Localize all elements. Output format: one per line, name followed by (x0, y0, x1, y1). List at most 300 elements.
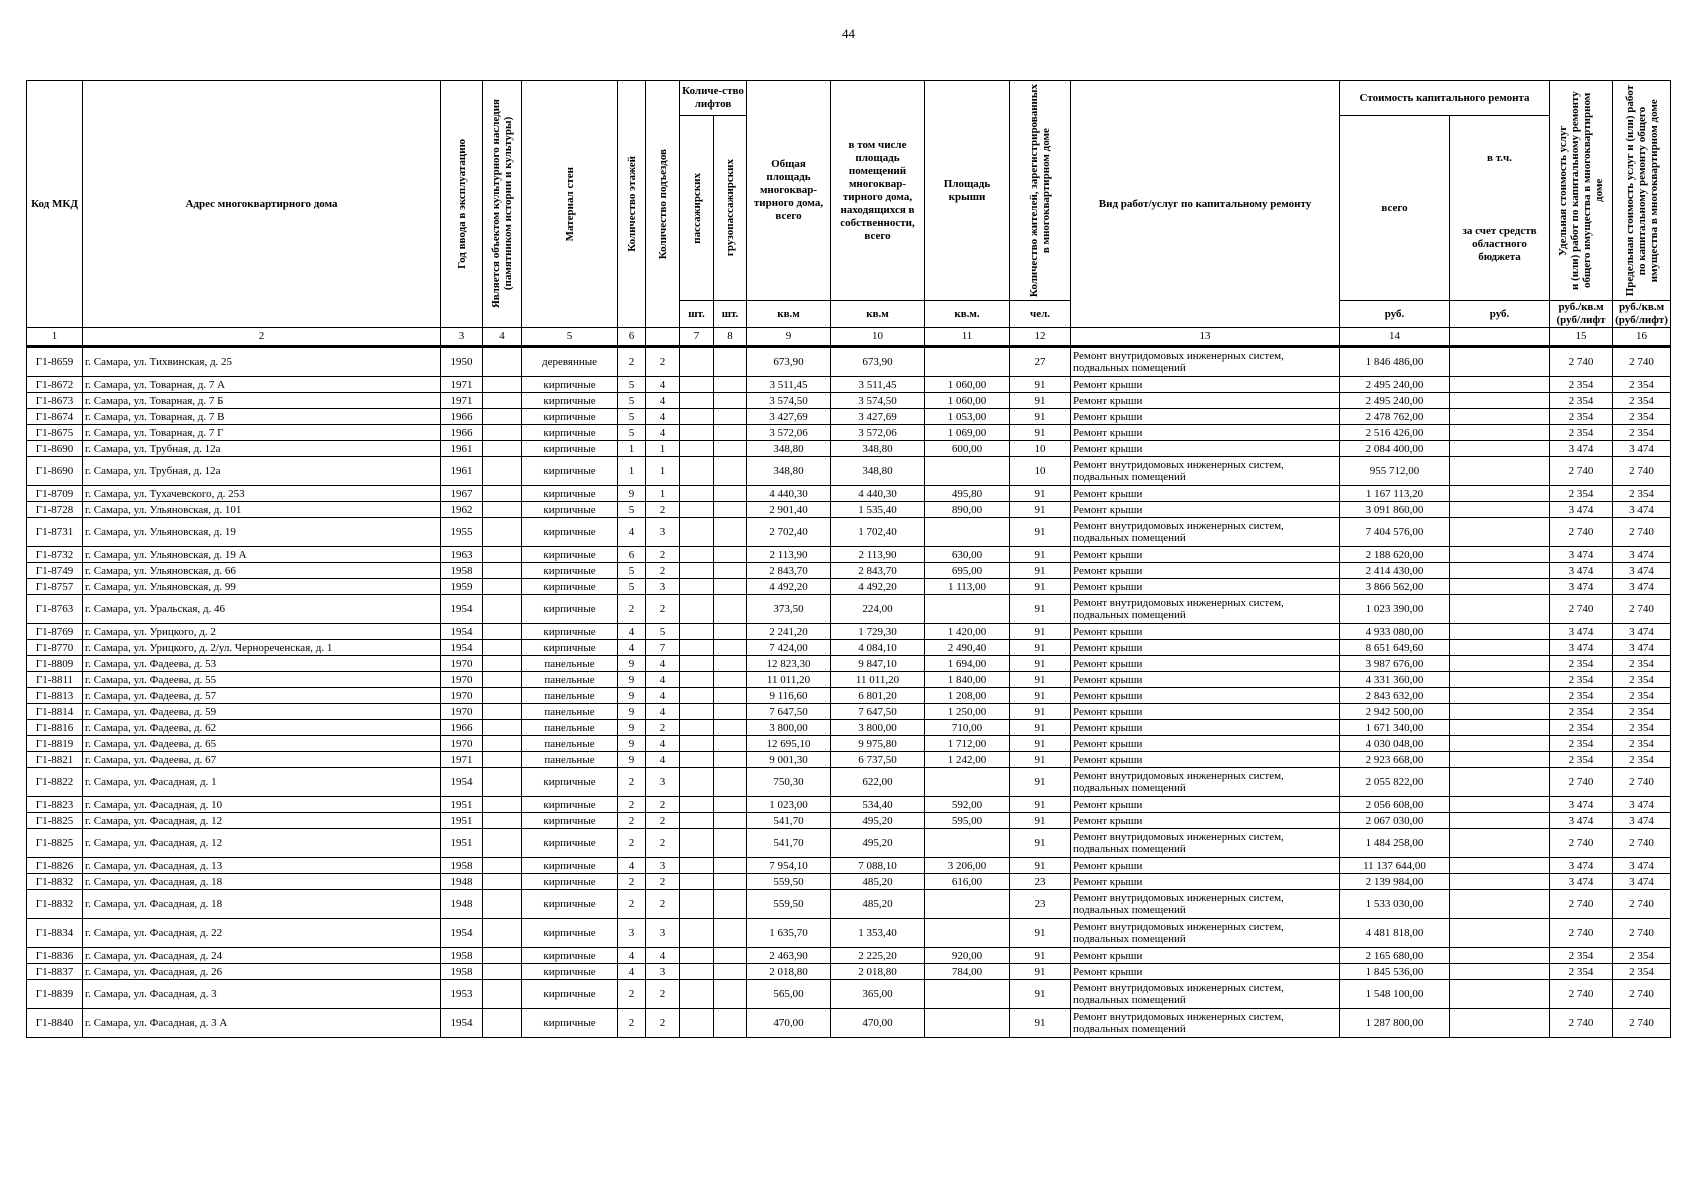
cell-owned-area: 9 975,80 (831, 736, 925, 752)
column-number: 14 (1340, 328, 1450, 347)
cell-heritage (483, 486, 522, 502)
cell-entrances: 3 (646, 768, 680, 797)
cell-lifts-cargo (714, 409, 747, 425)
column-number: 6 (618, 328, 646, 347)
cell-floors: 1 (618, 457, 646, 486)
cell-work-type: Ремонт крыши (1071, 409, 1340, 425)
cell-residents: 91 (1010, 752, 1071, 768)
capital-repair-table (26, 80, 1671, 1038)
table-row (27, 393, 1671, 409)
cell-heritage (483, 797, 522, 813)
table-row (27, 518, 1671, 547)
cell-address: г. Самара, ул. Фасадная, д. 3 (83, 980, 441, 1009)
cell-cost-regional (1450, 457, 1550, 486)
cell-heritage (483, 948, 522, 964)
cell-entrances: 4 (646, 672, 680, 688)
cell-cost-total: 1 671 340,00 (1340, 720, 1450, 736)
cell-entrances: 4 (646, 688, 680, 704)
cell-entrances: 4 (646, 704, 680, 720)
cell-heritage (483, 457, 522, 486)
cell-owned-area: 6 737,50 (831, 752, 925, 768)
column-number: 11 (925, 328, 1010, 347)
cell-work-type: Ремонт крыши (1071, 624, 1340, 640)
header-cost-regional (1450, 116, 1550, 301)
cell-heritage (483, 347, 522, 377)
cell-unit-cost: 2 354 (1550, 752, 1613, 768)
column-number (1450, 328, 1550, 347)
cell-lifts-passenger (680, 858, 714, 874)
cell-residents: 91 (1010, 425, 1071, 441)
cell-address: г. Самара, ул. Фадеева, д. 57 (83, 688, 441, 704)
cell-wall-material: кирпичные (522, 486, 618, 502)
table-row (27, 547, 1671, 563)
cell-roof-area: 784,00 (925, 964, 1010, 980)
cell-entrances: 2 (646, 595, 680, 624)
cell-wall-material: кирпичные (522, 829, 618, 858)
cell-entrances: 4 (646, 656, 680, 672)
cell-address: г. Самара, ул. Фадеева, д. 62 (83, 720, 441, 736)
cell-roof-area (925, 1009, 1010, 1038)
cell-code: Г1-8757 (27, 579, 83, 595)
header-residents-text: Количество жителей, зарегистрированных в многоквартирном доме (1028, 83, 1052, 298)
cell-address: г. Самара, ул. Тухачевского, д. 253 (83, 486, 441, 502)
cell-lifts-cargo (714, 656, 747, 672)
cell-heritage (483, 656, 522, 672)
cell-cost-total: 955 712,00 (1340, 457, 1450, 486)
cell-residents: 91 (1010, 1009, 1071, 1038)
cell-code: Г1-8673 (27, 393, 83, 409)
cell-lifts-cargo (714, 624, 747, 640)
cell-year: 1954 (441, 1009, 483, 1038)
cell-unit-cost: 2 740 (1550, 919, 1613, 948)
cell-address: г. Самара, ул. Фасадная, д. 18 (83, 890, 441, 919)
cell-wall-material: кирпичные (522, 377, 618, 393)
cell-limit-cost: 3 474 (1613, 858, 1671, 874)
cell-residents: 91 (1010, 672, 1071, 688)
cell-roof-area: 1 060,00 (925, 393, 1010, 409)
cell-roof-area (925, 457, 1010, 486)
cell-residents: 91 (1010, 502, 1071, 518)
table-row (27, 813, 1671, 829)
cell-wall-material: деревянные (522, 347, 618, 377)
cell-cost-regional (1450, 720, 1550, 736)
cell-code: Г1-8674 (27, 409, 83, 425)
cell-code: Г1-8690 (27, 457, 83, 486)
cell-lifts-passenger (680, 720, 714, 736)
cell-unit-cost: 2 354 (1550, 736, 1613, 752)
cell-lifts-cargo (714, 752, 747, 768)
unit-sqm-total: кв.м (747, 301, 831, 328)
cell-entrances: 4 (646, 377, 680, 393)
cell-wall-material: кирпичные (522, 980, 618, 1009)
cell-total-area: 2 463,90 (747, 948, 831, 964)
column-number: 4 (483, 328, 522, 347)
cell-entrances: 2 (646, 980, 680, 1009)
cell-lifts-passenger (680, 409, 714, 425)
cell-total-area: 673,90 (747, 347, 831, 377)
cell-cost-regional (1450, 672, 1550, 688)
cell-owned-area: 9 847,10 (831, 656, 925, 672)
cell-roof-area (925, 347, 1010, 377)
cell-roof-area (925, 518, 1010, 547)
cell-roof-area: 630,00 (925, 547, 1010, 563)
cell-year: 1953 (441, 980, 483, 1009)
cell-work-type: Ремонт крыши (1071, 425, 1340, 441)
cell-year: 1961 (441, 441, 483, 457)
cell-total-area: 2 901,40 (747, 502, 831, 518)
cell-owned-area: 1 729,30 (831, 624, 925, 640)
cell-limit-cost: 3 474 (1613, 813, 1671, 829)
cell-wall-material: кирпичные (522, 457, 618, 486)
cell-lifts-passenger (680, 768, 714, 797)
cell-code: Г1-8814 (27, 704, 83, 720)
cell-owned-area: 495,20 (831, 813, 925, 829)
table-row (27, 858, 1671, 874)
cell-owned-area: 2 113,90 (831, 547, 925, 563)
cell-cost-total: 2 942 500,00 (1340, 704, 1450, 720)
table-row (27, 768, 1671, 797)
cell-roof-area: 1 060,00 (925, 377, 1010, 393)
cell-floors: 2 (618, 874, 646, 890)
header-cost-regional-text: за счет средств областного бюджета (1462, 225, 1537, 263)
cell-code: Г1-8675 (27, 425, 83, 441)
cell-lifts-passenger (680, 502, 714, 518)
cell-limit-cost: 3 474 (1613, 640, 1671, 656)
table-row (27, 688, 1671, 704)
table-row (27, 752, 1671, 768)
cell-code: Г1-8732 (27, 547, 83, 563)
cell-total-area: 348,80 (747, 441, 831, 457)
cell-address: г. Самара, ул. Фадеева, д. 59 (83, 704, 441, 720)
cell-heritage (483, 579, 522, 595)
cell-lifts-cargo (714, 1009, 747, 1038)
cell-code: Г1-8769 (27, 624, 83, 640)
cell-year: 1958 (441, 948, 483, 964)
cell-entrances: 5 (646, 624, 680, 640)
cell-lifts-passenger (680, 547, 714, 563)
cell-wall-material: панельные (522, 688, 618, 704)
cell-address: г. Самара, ул. Фасадная, д. 12 (83, 813, 441, 829)
cell-year: 1970 (441, 704, 483, 720)
cell-limit-cost: 2 740 (1613, 768, 1671, 797)
cell-lifts-passenger (680, 688, 714, 704)
cell-residents: 27 (1010, 347, 1071, 377)
unit-rub-regional: руб. (1450, 301, 1550, 328)
cell-cost-total: 2 843 632,00 (1340, 688, 1450, 704)
cell-lifts-cargo (714, 502, 747, 518)
cell-limit-cost: 2 354 (1613, 948, 1671, 964)
cell-roof-area: 1 113,00 (925, 579, 1010, 595)
cell-total-area: 2 843,70 (747, 563, 831, 579)
cell-address: г. Самара, ул. Ульяновская, д. 19 А (83, 547, 441, 563)
cell-unit-cost: 3 474 (1550, 579, 1613, 595)
cell-total-area: 3 574,50 (747, 393, 831, 409)
cell-roof-area (925, 829, 1010, 858)
cell-heritage (483, 502, 522, 518)
cell-total-area: 3 800,00 (747, 720, 831, 736)
cell-limit-cost: 2 740 (1613, 595, 1671, 624)
cell-unit-cost: 2 354 (1550, 393, 1613, 409)
header-year-text: Год ввода в эксплуатацию (455, 139, 468, 269)
cell-lifts-passenger (680, 752, 714, 768)
cell-roof-area: 616,00 (925, 874, 1010, 890)
column-number: 1 (27, 328, 83, 347)
cell-lifts-passenger (680, 948, 714, 964)
cell-year: 1963 (441, 547, 483, 563)
cell-unit-cost: 2 740 (1550, 1009, 1613, 1038)
cell-lifts-passenger (680, 563, 714, 579)
cell-limit-cost: 2 354 (1613, 377, 1671, 393)
cell-roof-area (925, 768, 1010, 797)
cell-work-type: Ремонт крыши (1071, 393, 1340, 409)
cell-year: 1970 (441, 736, 483, 752)
cell-code: Г1-8832 (27, 874, 83, 890)
cell-heritage (483, 829, 522, 858)
cell-heritage (483, 425, 522, 441)
cell-lifts-cargo (714, 688, 747, 704)
cell-wall-material: кирпичные (522, 563, 618, 579)
cell-cost-regional (1450, 813, 1550, 829)
column-number (646, 328, 680, 347)
cell-floors: 9 (618, 486, 646, 502)
cell-year: 1966 (441, 425, 483, 441)
cell-cost-total: 1 167 113,20 (1340, 486, 1450, 502)
cell-lifts-cargo (714, 595, 747, 624)
cell-lifts-passenger (680, 579, 714, 595)
cell-floors: 4 (618, 858, 646, 874)
cell-code: Г1-8837 (27, 964, 83, 980)
cell-lifts-cargo (714, 425, 747, 441)
cell-work-type: Ремонт внутридомовых инженерных систем, подвальных помещений (1071, 890, 1340, 919)
cell-wall-material: кирпичные (522, 425, 618, 441)
header-entrances-text: Количество подъездов (656, 148, 669, 260)
cell-entrances: 7 (646, 640, 680, 656)
cell-work-type: Ремонт крыши (1071, 656, 1340, 672)
cell-wall-material: кирпичные (522, 890, 618, 919)
cell-limit-cost: 2 354 (1613, 425, 1671, 441)
cell-residents: 91 (1010, 768, 1071, 797)
cell-lifts-cargo (714, 964, 747, 980)
cell-heritage (483, 1009, 522, 1038)
cell-year: 1970 (441, 672, 483, 688)
cell-floors: 5 (618, 377, 646, 393)
cell-heritage (483, 919, 522, 948)
cell-cost-regional (1450, 656, 1550, 672)
cell-cost-regional (1450, 688, 1550, 704)
cell-owned-area: 3 800,00 (831, 720, 925, 736)
cell-cost-total: 1 846 486,00 (1340, 347, 1450, 377)
cell-unit-cost: 2 740 (1550, 595, 1613, 624)
cell-code: Г1-8690 (27, 441, 83, 457)
cell-owned-area: 4 492,20 (831, 579, 925, 595)
cell-lifts-passenger (680, 486, 714, 502)
cell-owned-area: 3 511,45 (831, 377, 925, 393)
cell-wall-material: кирпичные (522, 919, 618, 948)
cell-year: 1967 (441, 486, 483, 502)
cell-residents: 91 (1010, 736, 1071, 752)
cell-entrances: 1 (646, 457, 680, 486)
cell-cost-regional (1450, 502, 1550, 518)
cell-year: 1948 (441, 890, 483, 919)
cell-year: 1954 (441, 768, 483, 797)
cell-lifts-cargo (714, 486, 747, 502)
cell-entrances: 2 (646, 720, 680, 736)
cell-residents: 91 (1010, 948, 1071, 964)
cell-floors: 2 (618, 890, 646, 919)
cell-address: г. Самара, ул. Фадеева, д. 65 (83, 736, 441, 752)
cell-work-type: Ремонт крыши (1071, 736, 1340, 752)
header-wall-text: Материал стен (563, 166, 576, 242)
cell-heritage (483, 980, 522, 1009)
cell-unit-cost: 3 474 (1550, 797, 1613, 813)
cell-heritage (483, 518, 522, 547)
cell-cost-total: 2 478 762,00 (1340, 409, 1450, 425)
table-row (27, 948, 1671, 964)
cell-work-type: Ремонт крыши (1071, 640, 1340, 656)
cell-unit-cost: 3 474 (1550, 563, 1613, 579)
cell-address: г. Самара, ул. Фасадная, д. 3 А (83, 1009, 441, 1038)
cell-heritage (483, 624, 522, 640)
cell-floors: 9 (618, 704, 646, 720)
cell-floors: 9 (618, 720, 646, 736)
cell-cost-total: 3 091 860,00 (1340, 502, 1450, 518)
cell-work-type: Ремонт внутридомовых инженерных систем, подвальных помещений (1071, 919, 1340, 948)
cell-heritage (483, 672, 522, 688)
cell-cost-total: 2 056 608,00 (1340, 797, 1450, 813)
cell-limit-cost: 2 740 (1613, 919, 1671, 948)
cell-residents: 91 (1010, 656, 1071, 672)
cell-work-type: Ремонт внутридомовых инженерных систем, подвальных помещений (1071, 595, 1340, 624)
cell-total-area: 11 011,20 (747, 672, 831, 688)
cell-address: г. Самара, ул. Фасадная, д. 22 (83, 919, 441, 948)
cell-entrances: 2 (646, 502, 680, 518)
cell-cost-total: 2 495 240,00 (1340, 393, 1450, 409)
cell-cost-total: 2 165 680,00 (1340, 948, 1450, 964)
cell-cost-total: 4 030 048,00 (1340, 736, 1450, 752)
cell-floors: 5 (618, 563, 646, 579)
cell-wall-material: панельные (522, 656, 618, 672)
cell-residents: 23 (1010, 890, 1071, 919)
column-number: 9 (747, 328, 831, 347)
cell-cost-regional (1450, 919, 1550, 948)
cell-entrances: 1 (646, 486, 680, 502)
cell-lifts-cargo (714, 457, 747, 486)
cell-entrances: 2 (646, 347, 680, 377)
cell-owned-area: 485,20 (831, 890, 925, 919)
cell-floors: 5 (618, 393, 646, 409)
cell-cost-total: 2 084 400,00 (1340, 441, 1450, 457)
cell-wall-material: кирпичные (522, 624, 618, 640)
table-row (27, 563, 1671, 579)
cell-lifts-passenger (680, 457, 714, 486)
cell-heritage (483, 704, 522, 720)
cell-lifts-passenger (680, 425, 714, 441)
cell-code: Г1-8813 (27, 688, 83, 704)
cell-lifts-passenger (680, 704, 714, 720)
cell-entrances: 3 (646, 919, 680, 948)
table-row (27, 457, 1671, 486)
cell-cost-total: 4 933 080,00 (1340, 624, 1450, 640)
cell-heritage (483, 964, 522, 980)
cell-lifts-passenger (680, 393, 714, 409)
cell-total-area: 373,50 (747, 595, 831, 624)
table-row (27, 1009, 1671, 1038)
cell-residents: 91 (1010, 797, 1071, 813)
cell-entrances: 4 (646, 425, 680, 441)
table-row (27, 704, 1671, 720)
cell-work-type: Ремонт крыши (1071, 948, 1340, 964)
cell-address: г. Самара, ул. Уральская, д. 46 (83, 595, 441, 624)
cell-floors: 3 (618, 919, 646, 948)
cell-roof-area: 1 208,00 (925, 688, 1010, 704)
cell-roof-area: 495,80 (925, 486, 1010, 502)
header-total-area: Общая площадь многоквар-тирного дома, всего (747, 81, 831, 301)
cell-cost-total: 11 137 644,00 (1340, 858, 1450, 874)
cell-residents: 91 (1010, 518, 1071, 547)
cell-work-type: Ремонт крыши (1071, 441, 1340, 457)
cell-limit-cost: 2 740 (1613, 1009, 1671, 1038)
cell-entrances: 2 (646, 563, 680, 579)
cell-unit-cost: 3 474 (1550, 874, 1613, 890)
cell-cost-total: 1 533 030,00 (1340, 890, 1450, 919)
cell-heritage (483, 720, 522, 736)
unit-sqm-owned: кв.м (831, 301, 925, 328)
header-unit-cost (1550, 81, 1613, 301)
cell-floors: 2 (618, 813, 646, 829)
cell-unit-cost: 3 474 (1550, 813, 1613, 829)
cell-limit-cost: 2 354 (1613, 393, 1671, 409)
cell-cost-regional (1450, 874, 1550, 890)
cell-cost-regional (1450, 768, 1550, 797)
cell-year: 1958 (441, 964, 483, 980)
cell-lifts-cargo (714, 579, 747, 595)
cell-wall-material: кирпичные (522, 640, 618, 656)
cell-lifts-passenger (680, 672, 714, 688)
cell-lifts-cargo (714, 813, 747, 829)
cell-lifts-passenger (680, 518, 714, 547)
cell-total-area: 7 647,50 (747, 704, 831, 720)
unit-pcs-cargo: шт. (714, 301, 747, 328)
cell-code: Г1-8728 (27, 502, 83, 518)
table-row (27, 595, 1671, 624)
cell-roof-area: 592,00 (925, 797, 1010, 813)
cell-unit-cost: 2 354 (1550, 656, 1613, 672)
cell-year: 1966 (441, 720, 483, 736)
cell-residents: 23 (1010, 874, 1071, 890)
cell-floors: 4 (618, 948, 646, 964)
cell-limit-cost: 2 740 (1613, 347, 1671, 377)
cell-lifts-cargo (714, 347, 747, 377)
cell-limit-cost: 2 740 (1613, 980, 1671, 1009)
cell-floors: 1 (618, 441, 646, 457)
cell-residents: 91 (1010, 624, 1071, 640)
cell-cost-regional (1450, 486, 1550, 502)
cell-residents: 91 (1010, 964, 1071, 980)
cell-lifts-passenger (680, 656, 714, 672)
table-body (27, 347, 1671, 1038)
cell-work-type: Ремонт крыши (1071, 720, 1340, 736)
cell-limit-cost: 2 354 (1613, 752, 1671, 768)
cell-floors: 9 (618, 656, 646, 672)
cell-heritage (483, 393, 522, 409)
cell-floors: 2 (618, 797, 646, 813)
table-row (27, 640, 1671, 656)
cell-wall-material: кирпичные (522, 948, 618, 964)
cell-limit-cost: 2 354 (1613, 720, 1671, 736)
cell-entrances: 2 (646, 1009, 680, 1038)
cell-residents: 91 (1010, 563, 1071, 579)
cell-lifts-passenger (680, 874, 714, 890)
